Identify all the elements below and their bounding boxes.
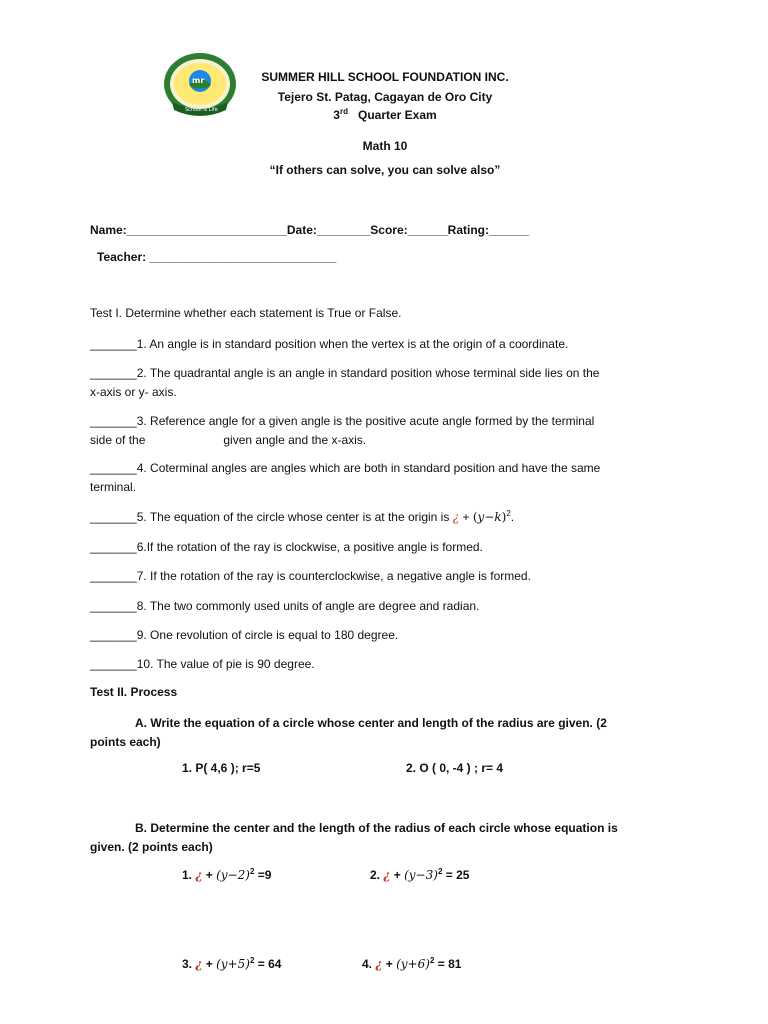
test1-item-9: _______9. One revolution of circle is equal to 180 degree. [90,628,399,642]
svg-text:mr: mr [192,76,205,85]
score-field[interactable]: Score:______ [370,223,448,237]
exam-ordinal-suffix: rd [339,107,348,116]
school-address: Tejero St. Patag, Cagayan de Oro City [277,90,493,104]
partB-item-4: 4. ¿ + $(y+6)^2 = 81$ [362,956,462,971]
answer-blank[interactable]: _______ [90,569,137,583]
partB-item-2: 2. ¿ + $(y-3)^2 = 25$ [370,867,470,882]
answer-blank[interactable]: _______ [90,337,137,351]
date-field[interactable]: Date:________ [286,223,371,237]
motto: “If others can solve, you can solve also” [269,163,501,177]
test1-item-2: _______2. The quadrantal angle is an angle in standard position whose terminal side lies on the x-axis or y- axis. [90,366,600,399]
name-field[interactable]: Name:________________________ [90,223,287,237]
student-info-line [90,223,529,237]
answer-blank[interactable]: _______ [90,599,137,613]
test1-item-8: _______8. The two commonly used units of angle are degree and radian. [90,599,480,613]
answer-blank[interactable]: _______ [90,540,137,554]
exam-ordinal: 3 [333,108,340,122]
test1-heading: Test I. Determine whether each statement is True or False. [90,306,402,320]
test1-item-3: _______3. Reference angle for a given angle is the positive acute angle formed by the terminal side of the given angle and the x-axis. [90,414,595,447]
test1-item-1: _______1. An angle is in standard position when the vertex is at the origin of a coordinate. [90,337,569,351]
circle-equation: ¿ + $(y-k)^2$. [452,509,515,524]
school-name: SUMMER HILL SCHOOL FOUNDATION INC. [261,70,509,84]
exam-label: Quarter Exam [358,108,437,122]
test1-item-5: _______5. The equation of the circle whose center is at the origin is ¿ + $(y-k)^2$. [90,509,515,524]
answer-blank[interactable]: _______ [90,366,137,380]
school-logo [158,50,242,122]
answer-blank[interactable]: _______ [90,657,137,671]
partA-item-1: 1. P( 4,6 ); r=5 [182,761,261,775]
partB-instruction: B. Determine the center and the length of the radius of each circle whose equation is given. (2 points each) [90,821,618,854]
answer-blank[interactable]: _______ [90,414,137,428]
partA-item-2: 2. O ( 0, -4 ) ; r= 4 [406,761,504,775]
test2-heading: Test II. Process [90,685,178,699]
test1-item-7: _______7. If the rotation of the ray is counterclockwise, a negative angle is formed. [90,569,531,583]
partB-item-3: 3. ¿ + $(y+5)^2 = 64$ [182,956,282,971]
svg-text:School is Life: School is Life [185,107,218,113]
teacher-field[interactable]: Teacher: ____________________________ [97,250,337,264]
answer-blank[interactable]: _______ [90,461,137,475]
subject: Math 10 [362,139,408,153]
partB-item-1: 1. ¿ + $(y-2)^2 =9$ [182,867,272,882]
test1-item-4: _______4. Coterminal angles are angles which are both in standard position and have the same terminal. [90,461,601,494]
test1-item-6: _______6.If the rotation of the ray is clockwise, a positive angle is formed. [90,540,483,554]
answer-blank[interactable]: _______ [90,628,137,642]
test1-item-10: _______10. The value of pie is 90 degree. [90,657,315,671]
answer-blank[interactable]: _______ [90,510,137,524]
partA-instruction: A. Write the equation of a circle whose center and length of the radius are given. (2 points each) [90,716,607,749]
rating-field[interactable]: Rating:______ [447,223,530,237]
exam-title [235,108,535,122]
